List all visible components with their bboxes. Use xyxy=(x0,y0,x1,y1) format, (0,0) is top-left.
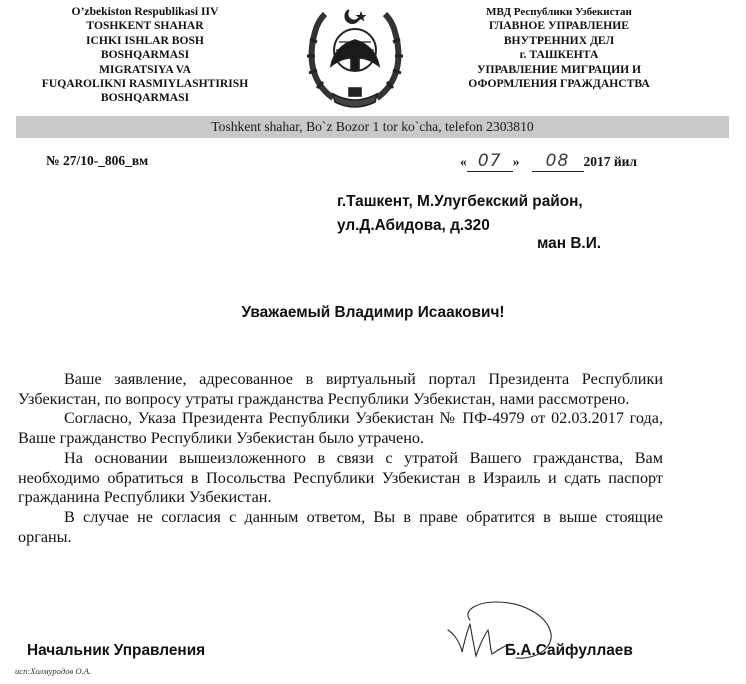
header-left-line: O’zbekiston Respublikasi IIV xyxy=(71,5,219,18)
header-right-russian xyxy=(448,5,670,91)
header-right-line: ОФОРМЛЕНИЯ ГРАЖДАНСТВА xyxy=(468,77,650,91)
letter-body xyxy=(18,370,663,547)
address-band: Toshkent shahar, Bo`z Bozor 1 tor ko`cha, telefon 2303810 xyxy=(16,116,729,138)
header-left-line: BOSHQARMASI xyxy=(100,91,190,105)
date-day: 07 xyxy=(467,151,513,172)
executor-note: исп:Холмуродов О.А. xyxy=(15,666,92,676)
header-right-line: г. ТАШКЕНТА xyxy=(519,48,599,62)
header-right-line: УПРАВЛЕНИЕ МИГРАЦИИ И xyxy=(476,62,642,76)
body-paragraph: В случае не согласия с данным ответом, Вы в праве обратится в выше стоящие органы. xyxy=(18,507,663,546)
signer-name: Б.А.Сайфуллаев xyxy=(505,642,633,659)
header-left-line: MIGRATSIYA VA xyxy=(98,62,192,76)
header-left-line: TOSHKENT SHAHAR xyxy=(86,19,204,33)
recipient-street: ул.Д.Абидова, д.320 xyxy=(337,217,490,234)
date-month: 08 xyxy=(532,151,584,172)
header-left-uzbek xyxy=(10,5,280,106)
greeting: Уважаемый Владимир Исаакович! xyxy=(241,304,505,321)
letter-date xyxy=(460,151,637,172)
recipient-name: ман В.И. xyxy=(537,235,602,252)
body-paragraph: Ваше заявление, адресованное в виртуальный портал Президента Республики Узбекистан, по вопросу утраты гражданства Республики Узбекистан, нами рассмотрено. xyxy=(18,370,663,408)
header-left-line: FUQAROLIKNI RASMIYLASHTIRISH xyxy=(41,77,249,91)
header-right-line: МВД Республики Узбекистан xyxy=(486,6,632,18)
header-left-line: BOSHQARMASI xyxy=(100,48,190,62)
signer-title: Начальник Управления xyxy=(27,642,206,659)
header-right-line: ГЛАВНОЕ УПРАВЛЕНИЕ xyxy=(489,19,629,33)
outgoing-number: № 27/10-_806_вм xyxy=(46,153,149,168)
state-emblem-icon xyxy=(303,2,407,110)
header-left-line: ICHKI ISHLAR BOSH xyxy=(86,33,204,47)
date-year: 2017 йил xyxy=(583,154,638,169)
header-right-line: ВНУТРЕННИХ ДЕЛ xyxy=(503,33,615,47)
date-quote-close: » xyxy=(512,154,520,169)
body-paragraph: На основании вышеизложенного в связи с утратой Вашего гражданства, Вам необходимо обратиться в Посольства Республики Узбекистан в Израиль и сдать паспорт гражданина Республики Узбекистан. xyxy=(18,448,663,507)
date-quote-open: « xyxy=(460,154,467,169)
body-paragraph: Согласно, Указа Президента Республики Узбекистан № ПФ-4979 от 02.03.2017 года, Ваше гражданство Республики Узбекистан было утрачено. xyxy=(18,409,663,448)
recipient-city-district: г.Ташкент, М.Улугбекский район, xyxy=(337,193,583,210)
